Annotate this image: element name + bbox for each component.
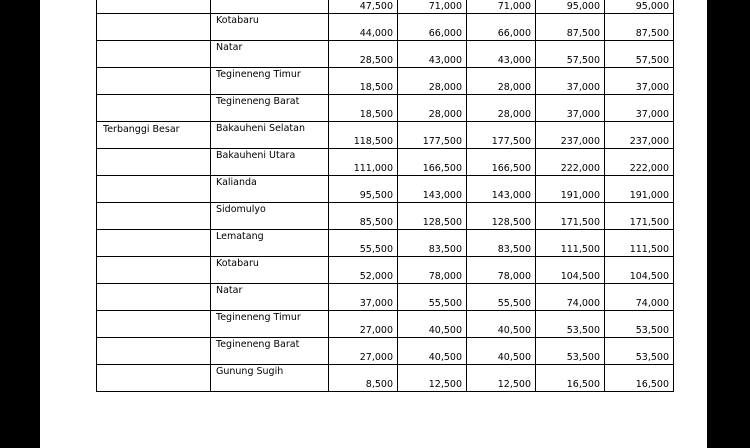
table-row (97, 0, 674, 14)
table-row (97, 122, 674, 149)
tariff-value-cell: 85,500 (329, 203, 398, 230)
destination-cell: Bakauheni Utara (211, 149, 329, 176)
destination-cell (211, 0, 329, 14)
tariff-value-cell: 18,500 (329, 95, 398, 122)
tariff-value-cell: 57,500 (605, 41, 674, 68)
origin-cell (97, 311, 211, 338)
tariff-value-cell: 43,000 (467, 41, 536, 68)
origin-cell (97, 14, 211, 41)
tariff-value-cell: 104,500 (536, 257, 605, 284)
tariff-value-cell: 40,500 (398, 311, 467, 338)
tariff-value-cell: 111,500 (536, 230, 605, 257)
origin-cell (97, 257, 211, 284)
tariff-value-cell: 111,000 (329, 149, 398, 176)
tariff-value-cell: 111,500 (605, 230, 674, 257)
document-page (40, 0, 707, 448)
destination-cell: Tegineneng Barat (211, 338, 329, 365)
tariff-value-cell: 37,000 (536, 95, 605, 122)
destination-cell: Kalianda (211, 176, 329, 203)
tariff-value-cell: 66,000 (467, 14, 536, 41)
destination-cell: Tegineneng Timur (211, 68, 329, 95)
tariff-value-cell: 87,500 (536, 14, 605, 41)
table-row (97, 149, 674, 176)
tariff-value-cell: 40,500 (467, 338, 536, 365)
tariff-value-cell: 78,000 (398, 257, 467, 284)
tariff-value-cell: 74,000 (536, 284, 605, 311)
tariff-value-cell: 74,000 (605, 284, 674, 311)
tariff-value-cell: 27,000 (329, 311, 398, 338)
table-row (97, 95, 674, 122)
tariff-value-cell: 166,500 (467, 149, 536, 176)
tariff-value-cell: 222,000 (536, 149, 605, 176)
table-row (97, 311, 674, 338)
origin-cell: Terbanggi Besar (97, 122, 211, 149)
tariff-value-cell: 171,500 (536, 203, 605, 230)
tariff-value-cell: 87,500 (605, 14, 674, 41)
tariff-value-cell: 16,500 (536, 365, 605, 392)
table-row (97, 284, 674, 311)
tariff-value-cell: 104,500 (605, 257, 674, 284)
tariff-value-cell: 55,500 (329, 230, 398, 257)
tariff-value-cell: 28,000 (398, 95, 467, 122)
tariff-value-cell: 128,500 (398, 203, 467, 230)
table-row (97, 41, 674, 68)
origin-cell (97, 0, 211, 14)
tariff-value-cell: 57,500 (536, 41, 605, 68)
tariff-value-cell: 95,000 (536, 0, 605, 14)
tariff-value-cell: 37,000 (329, 284, 398, 311)
tariff-value-cell: 28,500 (329, 41, 398, 68)
tariff-value-cell: 18,500 (329, 68, 398, 95)
tariff-value-cell: 171,500 (605, 203, 674, 230)
destination-cell: Kotabaru (211, 257, 329, 284)
tariff-value-cell: 44,000 (329, 14, 398, 41)
tariff-value-cell: 53,500 (536, 311, 605, 338)
table-body (97, 0, 674, 392)
tariff-value-cell: 95,000 (605, 0, 674, 14)
tariff-value-cell: 37,000 (605, 95, 674, 122)
tariff-value-cell: 66,000 (398, 14, 467, 41)
tariff-value-cell: 191,000 (605, 176, 674, 203)
tariff-value-cell: 52,000 (329, 257, 398, 284)
toll-tariff-table (96, 0, 674, 392)
tariff-value-cell: 237,000 (536, 122, 605, 149)
tariff-value-cell: 71,000 (467, 0, 536, 14)
origin-cell (97, 365, 211, 392)
table-row (97, 338, 674, 365)
destination-cell: Bakauheni Selatan (211, 122, 329, 149)
table-row (97, 365, 674, 392)
tariff-value-cell: 28,000 (467, 68, 536, 95)
tariff-value-cell: 55,500 (467, 284, 536, 311)
origin-cell (97, 149, 211, 176)
tariff-value-cell: 95,500 (329, 176, 398, 203)
tariff-value-cell: 177,500 (467, 122, 536, 149)
origin-cell (97, 68, 211, 95)
tariff-value-cell: 37,000 (605, 68, 674, 95)
origin-cell (97, 230, 211, 257)
destination-cell: Kotabaru (211, 14, 329, 41)
table-row (97, 203, 674, 230)
table-row (97, 230, 674, 257)
tariff-value-cell: 53,500 (605, 338, 674, 365)
tariff-value-cell: 143,000 (398, 176, 467, 203)
tariff-value-cell: 83,500 (467, 230, 536, 257)
destination-cell: Tegineneng Barat (211, 95, 329, 122)
tariff-value-cell: 28,000 (467, 95, 536, 122)
tariff-value-cell: 53,500 (605, 311, 674, 338)
tariff-value-cell: 16,500 (605, 365, 674, 392)
table-row (97, 176, 674, 203)
origin-cell (97, 284, 211, 311)
tariff-value-cell: 47,500 (329, 0, 398, 14)
tariff-value-cell: 28,000 (398, 68, 467, 95)
tariff-value-cell: 37,000 (536, 68, 605, 95)
tariff-value-cell: 128,500 (467, 203, 536, 230)
origin-cell (97, 203, 211, 230)
tariff-value-cell: 118,500 (329, 122, 398, 149)
tariff-value-cell: 8,500 (329, 365, 398, 392)
tariff-value-cell: 40,500 (398, 338, 467, 365)
destination-cell: Natar (211, 41, 329, 68)
destination-cell: Tegineneng Timur (211, 311, 329, 338)
table-row (97, 257, 674, 284)
tariff-value-cell: 53,500 (536, 338, 605, 365)
origin-cell (97, 41, 211, 68)
destination-cell: Gunung Sugih (211, 365, 329, 392)
tariff-value-cell: 177,500 (398, 122, 467, 149)
tariff-value-cell: 71,000 (398, 0, 467, 14)
destination-cell: Natar (211, 284, 329, 311)
tariff-value-cell: 222,000 (605, 149, 674, 176)
tariff-value-cell: 237,000 (605, 122, 674, 149)
table-row (97, 68, 674, 95)
tariff-value-cell: 27,000 (329, 338, 398, 365)
destination-cell: Sidomulyo (211, 203, 329, 230)
origin-cell (97, 338, 211, 365)
origin-cell (97, 95, 211, 122)
table-row (97, 14, 674, 41)
destination-cell: Lematang (211, 230, 329, 257)
tariff-value-cell: 78,000 (467, 257, 536, 284)
tariff-value-cell: 43,000 (398, 41, 467, 68)
tariff-value-cell: 12,500 (398, 365, 467, 392)
tariff-value-cell: 143,000 (467, 176, 536, 203)
tariff-value-cell: 40,500 (467, 311, 536, 338)
tariff-value-cell: 55,500 (398, 284, 467, 311)
tariff-value-cell: 83,500 (398, 230, 467, 257)
tariff-value-cell: 191,000 (536, 176, 605, 203)
tariff-value-cell: 12,500 (467, 365, 536, 392)
tariff-value-cell: 166,500 (398, 149, 467, 176)
origin-cell (97, 176, 211, 203)
